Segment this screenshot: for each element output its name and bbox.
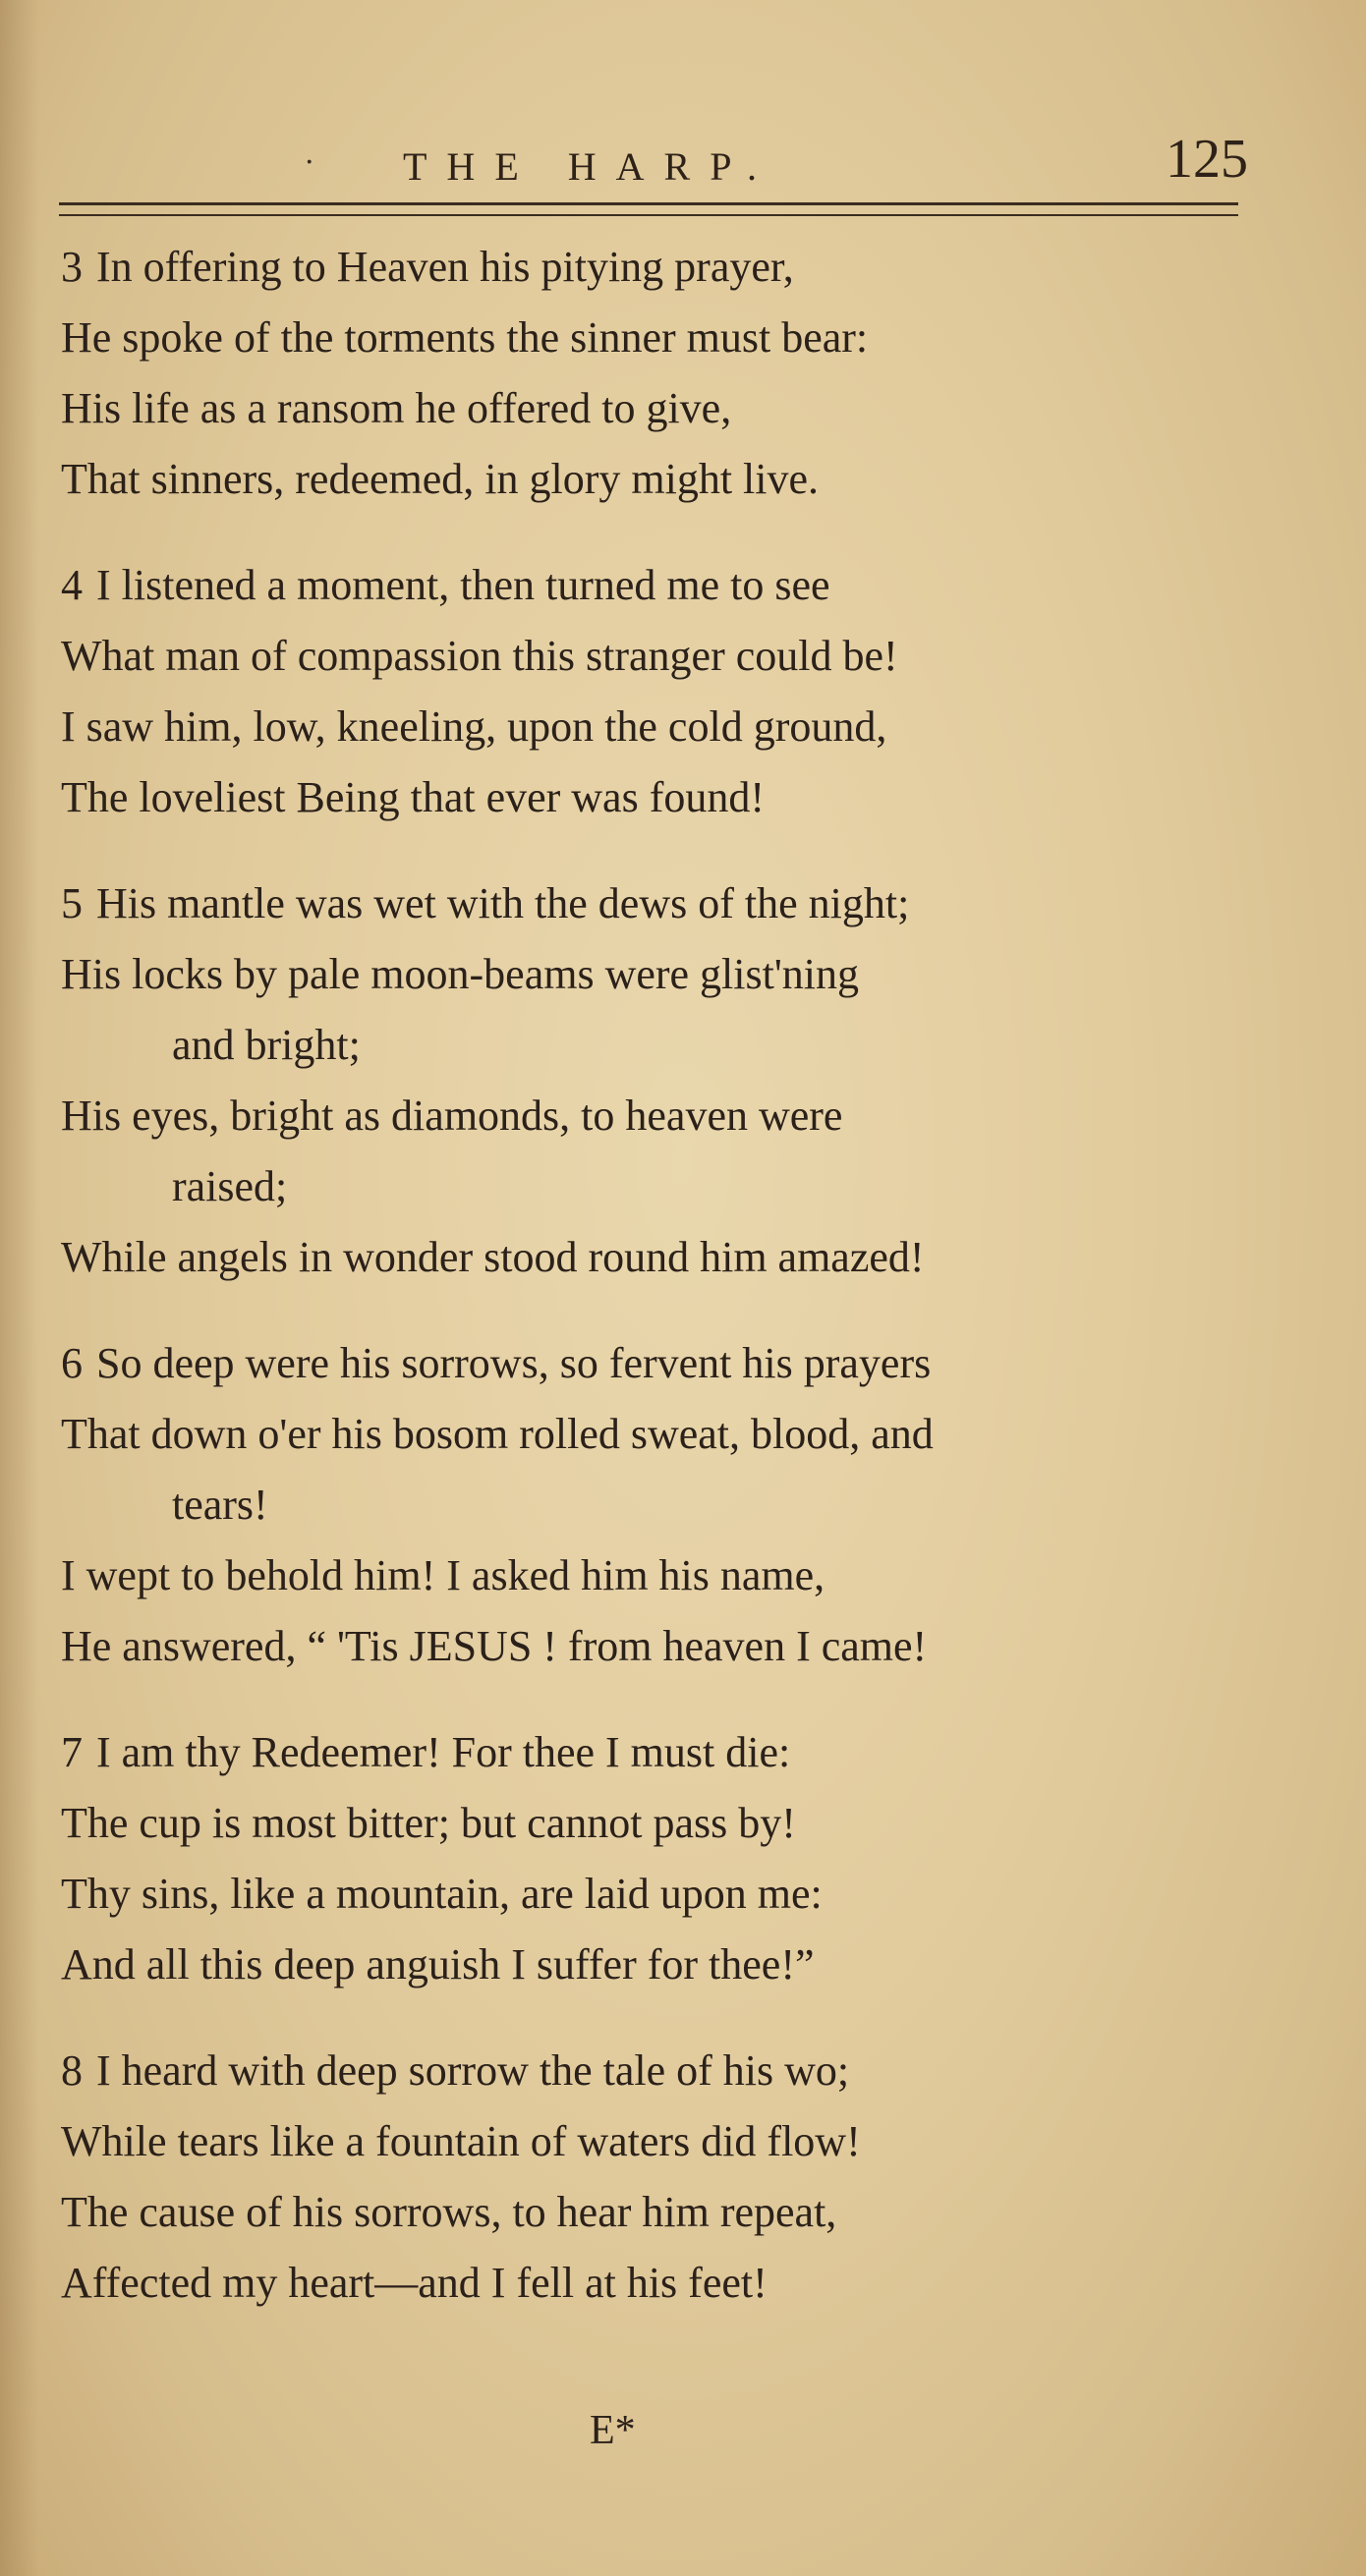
verse-text: He spoke of the torments the sinner must bear: (61, 313, 869, 362)
stanza (61, 232, 1270, 515)
verse-line (61, 303, 1270, 373)
verse-line (61, 2248, 1270, 2319)
verse-line (61, 762, 1270, 833)
verse-line (61, 2036, 1270, 2106)
verse-line (61, 1788, 1270, 1859)
verse-text: Thy sins, like a mountain, are laid upon me: (61, 1870, 823, 1918)
verse-text: I listened a moment, then turned me to see (96, 561, 830, 609)
verse-line (61, 1222, 1270, 1293)
verse-line (61, 1717, 1270, 1788)
verse-line (61, 550, 1270, 621)
verse-text: What man of compassion this stranger could be! (61, 632, 898, 680)
verse-text: I saw him, low, kneeling, upon the cold ground, (61, 702, 887, 751)
verse-line (61, 1859, 1270, 1930)
verse-line (61, 2106, 1270, 2177)
stanza (61, 2036, 1270, 2319)
verse-text: That sinners, redeemed, in glory might live. (61, 455, 820, 503)
stanza (61, 1328, 1270, 1682)
verse-text: The cause of his sorrows, to hear him repeat, (61, 2188, 837, 2236)
page-header (59, 118, 1248, 206)
verse-line (61, 444, 1270, 515)
verse-line (61, 1930, 1270, 2000)
verse-text: While tears like a fountain of waters did flow! (61, 2117, 861, 2165)
verse-text: and bright; (172, 1021, 361, 1069)
header-dot: · (305, 145, 314, 180)
stanza-number: 8 (61, 2046, 83, 2095)
verse-line (61, 1399, 1270, 1470)
verse-line (61, 373, 1270, 444)
stanza (61, 868, 1270, 1293)
verse-line (61, 692, 1270, 762)
verse-text: In offering to Heaven his pitying prayer, (96, 243, 794, 291)
header-rule-thin (59, 214, 1238, 216)
verse-line (61, 232, 1270, 303)
verse-line (61, 1328, 1270, 1399)
verse-text: The loveliest Being that ever was found! (61, 773, 766, 821)
verse-line-continuation (61, 1151, 1270, 1222)
verse-text: While angels in wonder stood round him amazed! (61, 1233, 925, 1281)
page-number: 125 (1166, 129, 1248, 190)
verse-text: I am thy Redeemer! For thee I must die: (96, 1728, 791, 1776)
verse-line (61, 2177, 1270, 2248)
verse-line (61, 1081, 1270, 1151)
stanza-number: 6 (61, 1339, 83, 1387)
stanza-number: 7 (61, 1728, 83, 1776)
verse-text: His life as a ransom he offered to give, (61, 384, 732, 432)
stanza-number: 5 (61, 879, 83, 927)
verse-text: He answered, “ 'Tis JESUS ! from heaven I came! (61, 1622, 928, 1670)
verse-text: His eyes, bright as diamonds, to heaven were (61, 1092, 843, 1140)
verse-text: I heard with deep sorrow the tale of his wo; (96, 2046, 850, 2095)
stanza (61, 1717, 1270, 2000)
stanza-number: 3 (61, 243, 83, 291)
verse-text: And all this deep anguish I suffer for thee!” (61, 1940, 815, 1988)
verse-text: tears! (172, 1481, 268, 1529)
hymn-verses (61, 232, 1270, 2354)
verse-line-continuation (61, 1470, 1270, 1540)
verse-line (61, 868, 1270, 939)
signature-mark: E* (590, 2408, 636, 2453)
verse-text: His mantle was wet with the dews of the night; (96, 879, 910, 927)
verse-line (61, 939, 1270, 1010)
verse-text: That down o'er his bosom rolled sweat, blood, and (61, 1410, 934, 1458)
spine-shadow (0, 0, 39, 2576)
header-rule-thick (59, 202, 1238, 205)
stanza (61, 550, 1270, 833)
verse-line-continuation (61, 1010, 1270, 1081)
verse-line (61, 621, 1270, 692)
verse-line (61, 1540, 1270, 1611)
verse-text: Affected my heart—and I fell at his feet! (61, 2259, 768, 2307)
verse-text: So deep were his sorrows, so fervent his prayers (96, 1339, 932, 1387)
verse-text: The cup is most bitter; but cannot pass by! (61, 1799, 796, 1847)
verse-line (61, 1611, 1270, 1682)
stanza-number: 4 (61, 561, 83, 609)
verse-text: raised; (172, 1162, 288, 1210)
verse-text: I wept to behold him! I asked him his name, (61, 1551, 825, 1599)
running-title: THE HARP. (403, 144, 777, 189)
verse-text: His locks by pale moon-beams were glist'ning (61, 950, 860, 998)
